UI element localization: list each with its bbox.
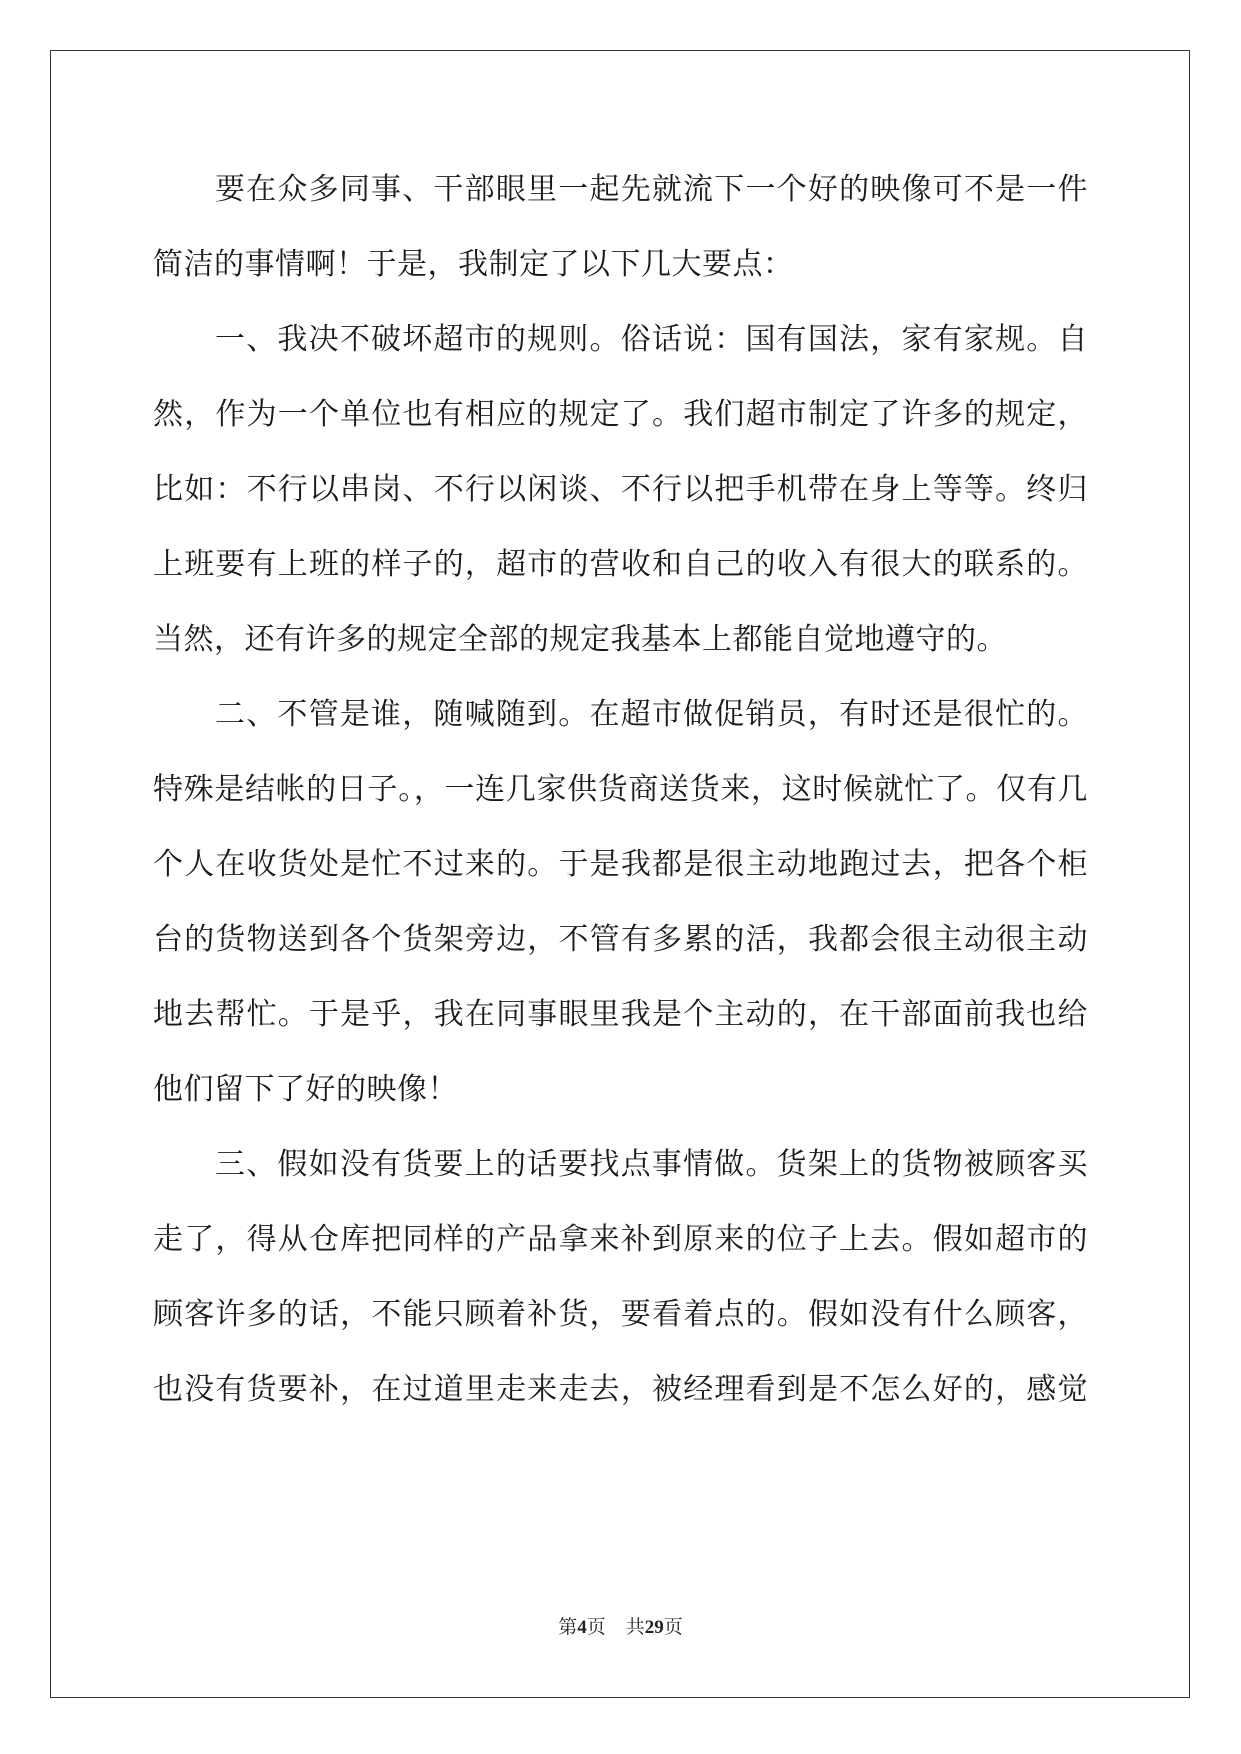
text-line: 比如：不行以串岗、不行以闲谈、不行以把手机带在身上等等。终归 [153,472,1088,507]
text-line: 也没有货要补，在过道里走来走去，被经理看到是不怎么好的，感觉 [153,1372,1088,1407]
total-suffix: 页 [663,1617,683,1638]
text-line: 二、不管是谁，随喊随到。在超市做促销员，有时还是很忙的。 [215,697,1088,732]
text-line: 他们留下了好的映像！ [153,1072,458,1107]
text-line: 三、假如没有货要上的话要找点事情做。货架上的货物被顾客买 [215,1147,1088,1182]
document-body [153,164,1088,1439]
text-line: 要在众多同事、干部眼里一起先就流下一个好的映像可不是一件 [215,172,1088,207]
text-line: 顾客许多的话，不能只顾着补货，要看着点的。假如没有什么顾客， [153,1297,1088,1332]
page-prefix: 第 [558,1617,578,1638]
total-prefix: 共 [625,1617,645,1638]
page-footer [0,1612,1241,1639]
text-line: 上班要有上班的样子的，超市的营收和自己的收入有很大的联系的。 [153,547,1088,582]
text-line: 简洁的事情啊！于是，我制定了以下几大要点： [153,247,794,282]
page-number: 4 [577,1617,587,1638]
page-suffix: 页 [586,1617,606,1638]
text-line: 一、我决不破坏超市的规则。俗话说：国有国法，家有家规。自 [215,322,1088,357]
text-line: 特殊是结帐的日子。，一连几家供货商送货来，这时候就忙了。仅有几 [153,772,1088,807]
text-line: 走了，得从仓库把同样的产品拿来补到原来的位子上去。假如超市的 [153,1222,1088,1257]
text-line: 当然，还有许多的规定全部的规定我基本上都能自觉地遵守的。 [153,622,1007,657]
text-line: 台的货物送到各个货架旁边，不管有多累的活，我都会很主动很主动 [153,922,1088,957]
text-line: 然，作为一个单位也有相应的规定了。我们超市制定了许多的规定， [153,397,1088,432]
text-line: 个人在收货处是忙不过来的。于是我都是很主动地跑过去，把各个柜 [153,847,1088,882]
total-pages: 29 [644,1617,664,1638]
text-line: 地去帮忙。于是乎，我在同事眼里我是个主动的，在干部面前我也给 [153,997,1088,1032]
